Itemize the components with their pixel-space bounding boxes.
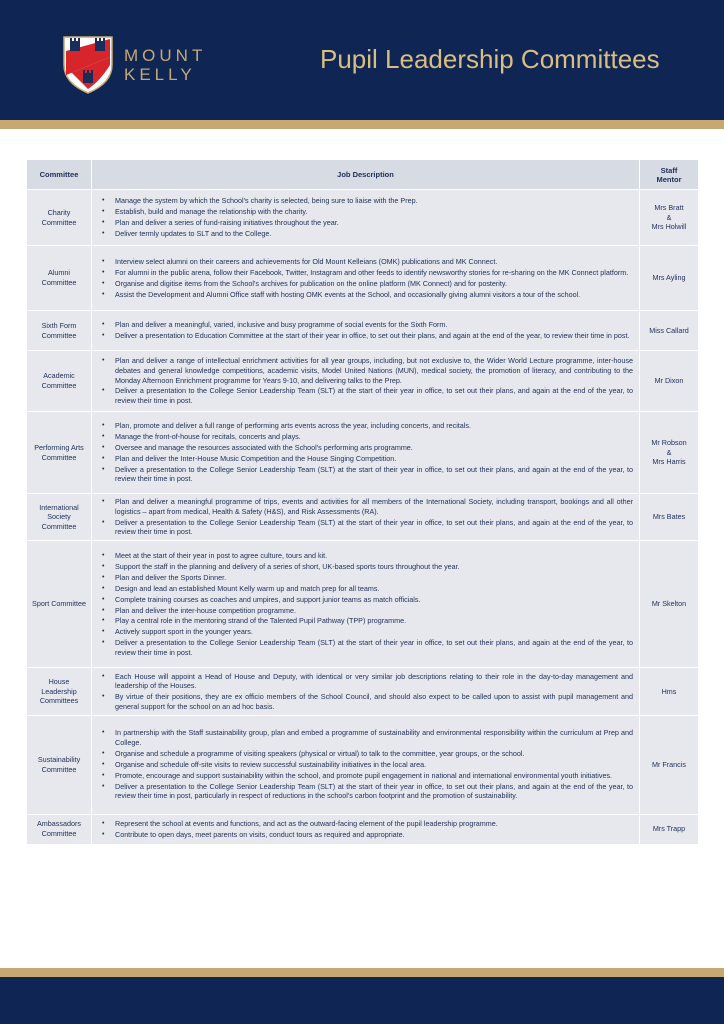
duty-item: • Organise and schedule a programme of visiting speakers (physical or virtual) to talk to the committee, year groups, or the school. — [97, 749, 633, 759]
staff-mentor — [640, 494, 699, 541]
mentor-header-text: Staff Mentor — [656, 165, 682, 184]
mentor-name: & — [666, 212, 672, 222]
duty-list — [97, 819, 633, 839]
job-description — [92, 190, 640, 246]
column-header-committee: Committee — [27, 160, 92, 190]
duty-item: • Deliver a presentation to the College Senior Leadership Team (SLT) at the start of their year in office, to set out their plans, and again at the end of the year, to review their time in post. — [97, 518, 633, 537]
column-header-mentor — [640, 160, 699, 190]
school-logo — [62, 35, 206, 95]
page-footer — [0, 977, 724, 1024]
table-row — [27, 412, 699, 494]
committee-name: Performing Arts Committee — [27, 412, 92, 494]
table-row — [27, 494, 699, 541]
staff-mentor — [640, 311, 699, 351]
duty-item: • Oversee and manage the resources associated with the School's performing arts programme. — [97, 443, 633, 453]
mentor-name: Mrs Bratt — [654, 203, 684, 213]
job-description — [92, 814, 640, 844]
duty-list — [97, 672, 633, 712]
staff-mentor — [640, 351, 699, 412]
duty-item: • Establish, build and manage the relationship with the charity. — [97, 207, 633, 217]
duty-item: • Plan and deliver a meaningful, varied, inclusive and busy programme of social events for the Sixth Form. — [97, 320, 633, 330]
table-row — [27, 541, 699, 668]
committees-table — [26, 159, 699, 845]
job-description — [92, 715, 640, 814]
mentor-name: Miss Callard — [649, 325, 689, 335]
committee-name: Alumni Committee — [27, 246, 92, 311]
duty-item: • Play a central role in the mentoring strand of the Talented Pupil Pathway (TPP) programme. — [97, 616, 633, 626]
page-title: Pupil Leadership Committees — [320, 44, 660, 74]
duty-list — [97, 551, 633, 657]
duty-item: • Manage the front-of-house for recitals, concerts and plays. — [97, 432, 633, 442]
mentor-name: Hms — [661, 686, 677, 696]
staff-mentor — [640, 541, 699, 668]
table-row — [27, 351, 699, 412]
job-description — [92, 311, 640, 351]
mentor-name: Mr Dixon — [654, 376, 684, 386]
committee-name: Sport Committee — [27, 541, 92, 668]
duty-item: • By virtue of their positions, they are ex officio members of the School Council, and should also expect to be called upon to assist with pupil management and general support for the school on an ad hoc basis. — [97, 692, 633, 711]
duty-item: • Deliver a presentation to Education Committee at the start of their year in office, to set out their plans, and again at the end of the year, to review their time in post. — [97, 331, 633, 341]
brand-name — [124, 46, 206, 84]
job-description — [92, 351, 640, 412]
table-row — [27, 814, 699, 844]
column-header-description: Job Description — [92, 160, 640, 190]
staff-mentor — [640, 814, 699, 844]
duty-item: • Plan and deliver the Sports Dinner. — [97, 573, 633, 583]
duty-item: • Manage the system by which the School's charity is selected, being sure to liaise with the Prep. — [97, 196, 633, 206]
staff-mentor — [640, 412, 699, 494]
job-description — [92, 541, 640, 668]
duty-item: • Actively support sport in the younger years. — [97, 627, 633, 637]
duty-item: • Deliver a presentation to the College Senior Leadership Team (SLT) at the start of their year in office, to set out their plans, and again at the end of the year, to review their time in post. — [97, 638, 633, 657]
committee-name: House Leadership Committees — [27, 668, 92, 715]
duty-item: • For alumni in the public arena, follow their Facebook, Twitter, Instagram and other feeds to identify newsworthy stories for re-sharing on the MK Connect platform. — [97, 268, 633, 278]
duty-item: • Plan, promote and deliver a full range of performing arts events across the year, including concerts, and recitals. — [97, 421, 633, 431]
job-description — [92, 412, 640, 494]
page-header — [0, 0, 724, 120]
duty-item: • Contribute to open days, meet parents on visits, conduct tours as required and appropriate. — [97, 830, 633, 840]
duty-item: • Plan and deliver a range of intellectual enrichment activities for all year groups, including, but not exclusive to, the Wider World Lecture programme, inter-house debates and general knowledge competitions, academic visits, Model United Nations (MUN), medical society, the promotion of literacy, and contributing to the Monday Afternoon Enrichment programme for Years 9-10, and delivering talks to the Prep. — [97, 356, 633, 385]
duty-item: • Plan and deliver a meaningful programme of trips, events and activities for all members of the International Society, including transport, bookings and all other logistics – apart from medical, Health & Safety (H&S), and Risk Assessments (RA). — [97, 497, 633, 516]
duty-item: • Plan and deliver the Inter-House Music Competition and the House Singing Competition. — [97, 454, 633, 464]
duty-item: • Deliver termly updates to SLT and to the College. — [97, 229, 633, 239]
committee-name: International Society Committee — [27, 494, 92, 541]
committee-name: Charity Committee — [27, 190, 92, 246]
mentor-name: Mrs Trapp — [652, 824, 686, 834]
duty-list — [97, 421, 633, 484]
duty-item: • Plan and deliver the inter-house competition programme. — [97, 606, 633, 616]
mentor-name: Mr Skelton — [651, 599, 687, 609]
duty-item: • Organise and digitise items from the School's archives for publication on the online platform (MK Connect) and for posterity. — [97, 279, 633, 289]
duty-item: • Deliver a presentation to the College Senior Leadership Team (SLT) at the start of their year in office, to set out their plans, and again at the end of the year, to review their time in post. — [97, 465, 633, 484]
duty-list — [97, 196, 633, 238]
table-row — [27, 190, 699, 246]
duty-item: • Meet at the start of their year in post to agree culture, tours and kit. — [97, 551, 633, 561]
duty-item: • Promote, encourage and support sustainability within the school, and promote pupil engagement in national and international environmental youth initiatives. — [97, 771, 633, 781]
duty-item: • Interview select alumni on their careers and achievements for Old Mount Kelleians (OMK) publications and MK Connect. — [97, 257, 633, 267]
mentor-name: & — [666, 447, 672, 457]
footer-gold-stripe — [0, 968, 724, 977]
staff-mentor — [640, 668, 699, 715]
duty-item: • Each House will appoint a Head of House and Deputy, with identical or very similar job descriptions relating to their role in the day-to-day management and leadership of the Houses. — [97, 672, 633, 691]
mentor-name: Mr Francis — [652, 759, 686, 769]
mentor-name: Mrs Ayling — [652, 273, 686, 283]
mentor-name: Mr Robson — [651, 438, 687, 448]
duty-item: • Complete training courses as coaches and umpires, and support junior teams as match officials. — [97, 595, 633, 605]
table-row — [27, 311, 699, 351]
committee-name: Academic Committee — [27, 351, 92, 412]
table-row — [27, 715, 699, 814]
header-gold-stripe — [0, 120, 724, 129]
committee-name: Sixth Form Committee — [27, 311, 92, 351]
duty-item: • Assist the Development and Alumni Office staff with hosting OMK events at the School, and occasionally giving alumni visitors a tour of the school. — [97, 290, 633, 300]
duty-item: • Plan and deliver a series of fund-raising initiatives throughout the year. — [97, 218, 633, 228]
job-description — [92, 494, 640, 541]
crest-icon — [62, 35, 114, 95]
committee-name: Sustainability Committee — [27, 715, 92, 814]
duty-item: • Support the staff in the planning and delivery of a series of short, UK-based sports tours throughout the year. — [97, 562, 633, 572]
duty-item: • Organise and schedule off-site visits to review successful sustainability initiatives in the local area. — [97, 760, 633, 770]
brand-line-2: KELLY — [124, 65, 196, 84]
table-header-row — [27, 160, 699, 190]
staff-mentor — [640, 190, 699, 246]
duty-item: • Deliver a presentation to the College Senior Leadership Team (SLT) at the start of their year in office, to set out their plans, and again at the end of the year, to review their time in post, particularly in respect of reductions in the school's carbon footprint and the promotion of sustainability. — [97, 782, 633, 801]
staff-mentor — [640, 715, 699, 814]
duty-item: • Represent the school at events and functions, and act as the outward-facing element of the pupil leadership programme. — [97, 819, 633, 829]
committee-name: Ambassadors Committee — [27, 814, 92, 844]
job-description — [92, 668, 640, 715]
table-row — [27, 668, 699, 715]
table-row — [27, 246, 699, 311]
mentor-name: Mrs Holwill — [651, 222, 687, 232]
duty-list — [97, 356, 633, 405]
duty-item: • Design and lead an established Mount Kelly warm up and match prep for all teams. — [97, 584, 633, 594]
mentor-name: Mrs Harris — [652, 457, 686, 467]
mentor-name: Mrs Bates — [652, 512, 686, 522]
staff-mentor — [640, 246, 699, 311]
duty-list — [97, 257, 633, 299]
duty-list — [97, 728, 633, 800]
duty-item: • In partnership with the Staff sustainability group, plan and embed a programme of sustainability and environmental responsibility within the curriculum at Prep and College. — [97, 728, 633, 747]
duty-item: • Deliver a presentation to the College Senior Leadership Team (SLT) at the start of their year in office, to set out their plans, and again at the end of the year, to review their time in post. — [97, 386, 633, 405]
duty-list — [97, 497, 633, 537]
job-description — [92, 246, 640, 311]
brand-line-1: MOUNT — [124, 46, 207, 65]
duty-list — [97, 320, 633, 340]
table-body — [27, 190, 699, 845]
